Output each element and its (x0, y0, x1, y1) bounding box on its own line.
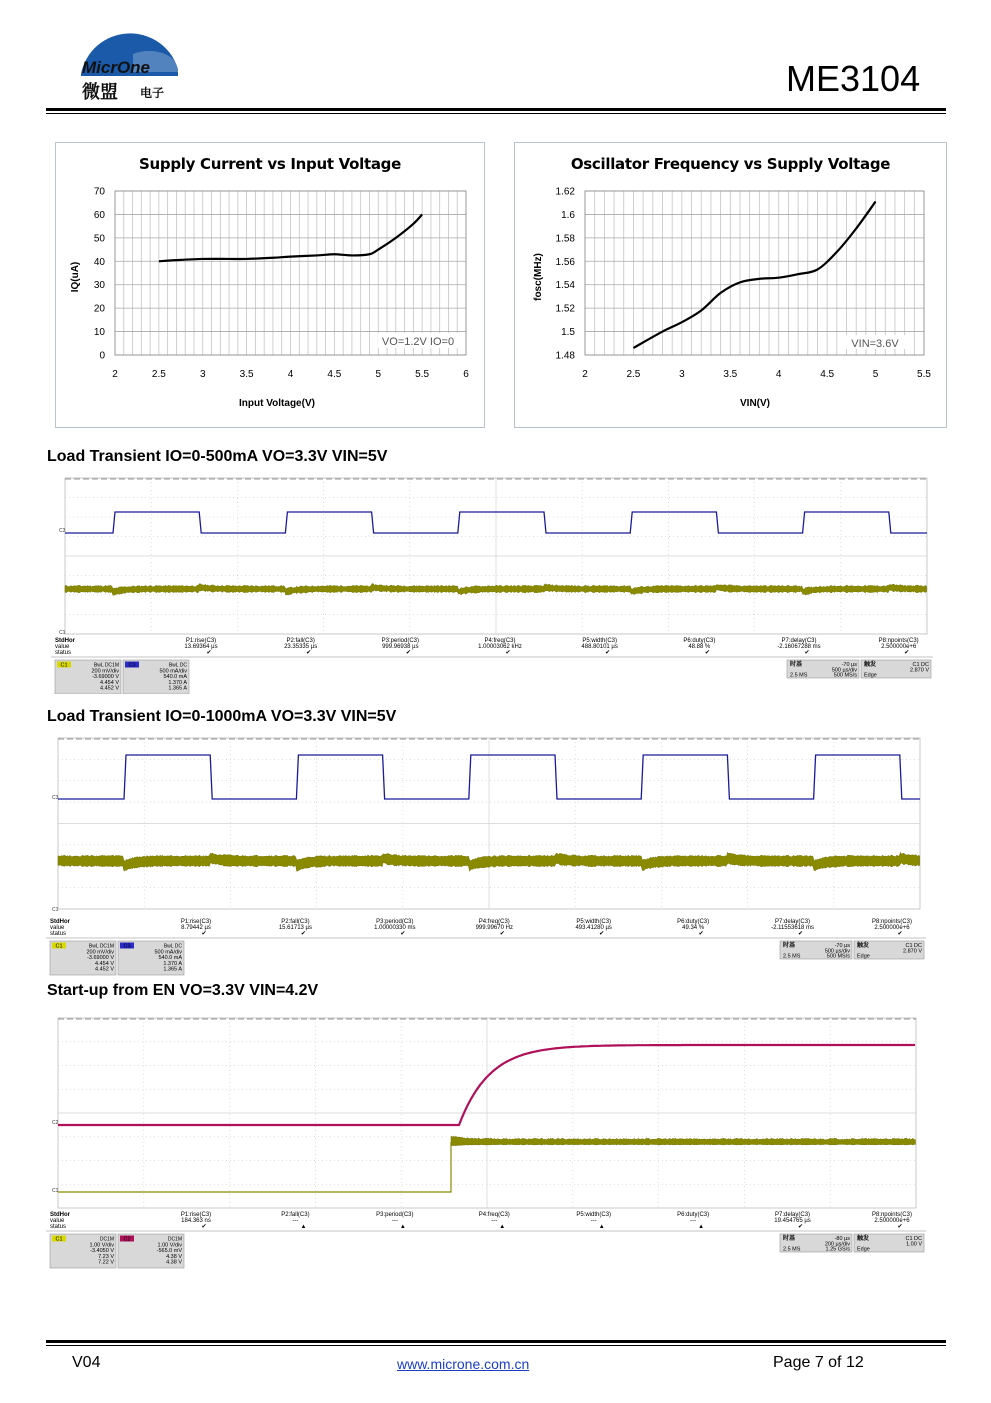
x-tick-label: 6 (463, 369, 469, 380)
channel-value: 1.00 V/div (89, 1242, 114, 1249)
channel-info-box (55, 660, 121, 694)
scope-grid (58, 1018, 916, 1208)
scope-screen (51, 472, 933, 694)
channel-value: -3.69000 V (87, 955, 114, 962)
channel-coupling: DC1M (99, 1236, 114, 1243)
x-tick-label: 3 (199, 369, 206, 380)
meas-name: P8:npoints(C3) (871, 1212, 912, 1218)
y-tick-label: 1.48 (555, 350, 575, 362)
meas-name: P3:period(C3) (376, 919, 414, 925)
channel-value: 200 mV/div (91, 668, 119, 675)
trigger-level: 2.870 V (903, 948, 922, 955)
part-number: ME3104 (786, 58, 921, 99)
channel-info-box (118, 1234, 184, 1268)
channel-value: 1.365 A (168, 685, 187, 692)
meas-name: P8:npoints(C3) (871, 919, 912, 925)
channel-value: 500 mA/div (154, 949, 182, 956)
meas-value: 184.363 ns (181, 1218, 211, 1224)
meas-value: 999.96938 µs (382, 644, 419, 650)
timebase-sample-rate: 500 MS/s (826, 953, 850, 960)
meas-value: 8.79442 µs (181, 925, 211, 931)
meas-status-icon: ✔ (804, 650, 810, 656)
chart-osc-frequency (514, 142, 947, 428)
meas-value: 1.00003062 kHz (478, 644, 522, 650)
meas-status-icon: ✔ (897, 1224, 903, 1230)
chart-supply-current (55, 142, 485, 428)
meas-value: 15.61713 µs (278, 925, 313, 931)
x-tick-label: 3.5 (239, 369, 254, 380)
series-line (633, 202, 875, 348)
meas-status-icon: ✔ (704, 650, 710, 656)
trigger-label: 触发 (857, 943, 870, 949)
meas-row-label: status (50, 931, 67, 937)
meas-name: P5:width(C3) (576, 1212, 612, 1218)
meas-status-icon: ✔ (405, 650, 411, 656)
scope-title-2: Load Transient IO=0-1000mA VO=3.3V VIN=5V (47, 708, 397, 725)
y-tick-label: 1.56 (555, 256, 575, 268)
company-logo (78, 14, 188, 102)
channel-value: 4.452 V (95, 966, 114, 973)
timebase-box (787, 660, 859, 679)
footer-page: Page 7 of 12 (773, 1354, 864, 1371)
channel-value: 500 mA/div (159, 668, 187, 675)
meas-name: P8:npoints(C3) (878, 638, 919, 644)
meas-value: 48.88 % (688, 644, 711, 650)
scope-title-3: Start-up from EN VO=3.3V VIN=4.2V (47, 982, 319, 999)
trace2-label: C1 (59, 630, 66, 636)
channel-info-box (118, 941, 184, 975)
meas-row-label: value (55, 644, 70, 650)
meas-name: P3:period(C3) (376, 1212, 414, 1218)
trace1-label: C3 (59, 528, 66, 534)
channel-value: -3.4050 V (90, 1248, 114, 1255)
meas-name: P6:duty(C3) (683, 638, 716, 644)
meas-value: 23.35335 µs (284, 644, 318, 650)
meas-value: 2.500000e+6 (881, 644, 917, 650)
x-tick-label: 4.5 (327, 369, 342, 380)
scope-screen (46, 733, 926, 979)
y-tick-label: 1.52 (555, 303, 575, 315)
timebase-delay: -80 µs (834, 1236, 850, 1242)
timebase-sample-rate: 1.25 GS/s (825, 1246, 850, 1253)
channel-label: C3 (123, 943, 131, 950)
meas-status-icon: ✔ (201, 931, 207, 937)
meas-name: P5:width(C3) (576, 919, 612, 925)
footer-version: V04 (72, 1354, 101, 1371)
meas-status-icon: ✔ (897, 931, 903, 937)
meas-status-icon: ▲ (598, 1224, 605, 1230)
x-tick-label: 5 (872, 369, 879, 380)
meas-value: --- (590, 1218, 597, 1224)
meas-status-icon: ▲ (698, 1224, 705, 1230)
x-tick-label: 4.5 (820, 369, 835, 380)
trigger-level: 1.00 V (906, 1241, 922, 1248)
y-tick-label: 1.5 (561, 327, 575, 339)
channel-info-box (123, 660, 189, 694)
channel-info-box (50, 941, 116, 975)
scope-screen (46, 1012, 926, 1280)
channel-value: 540.0 mA (158, 955, 182, 962)
channel-value: 1.370 A (163, 960, 182, 967)
trace1-label: C2 (52, 1120, 59, 1126)
meas-name: P7:delay(C3) (775, 919, 811, 925)
meas-status-icon: ✔ (904, 650, 910, 656)
meas-name: P6:duty(C3) (677, 919, 710, 925)
timebase-delay: -70 µs (834, 943, 850, 949)
channel-value: 4.454 V (95, 960, 114, 967)
y-tick-label: 1.6 (561, 209, 575, 221)
meas-status-icon: ✔ (306, 650, 312, 656)
meas-status-icon: ✔ (400, 931, 406, 937)
meas-status-icon: ✔ (206, 650, 212, 656)
measurement-table (46, 1212, 926, 1231)
logo-latin-text: MicrOne (82, 58, 151, 77)
channel-value: 7.22 V (98, 1259, 114, 1266)
meas-name: P1:rise(C3) (180, 1212, 212, 1218)
scope-title-1: Load Transient IO=0-500mA VO=3.3V VIN=5V (47, 448, 388, 465)
x-axis-label: Input Voltage(V) (239, 398, 315, 409)
measurement-table (46, 919, 926, 938)
trigger-channel: C1 DC (905, 1236, 922, 1242)
y-tick-label: 1.58 (555, 233, 575, 245)
timebase-rate: 500 µs/div (824, 948, 850, 955)
timebase-samples: 2.5 MS (783, 953, 801, 960)
meas-name: P3:period(C3) (381, 638, 420, 644)
chart-annotation: VO=1.2V IO=0 (381, 336, 455, 348)
trigger-level: 2.870 V (910, 667, 929, 674)
chart-plot (515, 143, 946, 427)
meas-row-label: value (50, 1218, 65, 1224)
logo-cn-sub: 电子 (140, 86, 165, 100)
x-tick-label: 3 (679, 369, 685, 380)
channel-value: 1.365 A (163, 966, 182, 973)
meas-row-label: value (50, 925, 65, 931)
channel-label: C1 (60, 662, 68, 669)
meas-value: 1.00000330 ms (374, 925, 416, 931)
timebase-rate: 500 µs/div (831, 667, 857, 674)
scope-capture-1 (51, 472, 933, 694)
scope-capture-3 (46, 1012, 926, 1280)
trace2-label: C1 (52, 1188, 59, 1194)
channel-coupling: BwL DC1M (93, 662, 119, 669)
trigger-box (854, 1234, 924, 1253)
trigger-mode: Edge (864, 672, 877, 679)
y-tick-label: 30 (93, 280, 105, 292)
meas-status-icon: ✔ (698, 931, 704, 937)
x-tick-label: 4 (287, 369, 294, 380)
y-tick-label: 60 (93, 209, 105, 221)
trigger-mode: Edge (857, 953, 870, 960)
meas-row-label: StdHor (50, 919, 70, 925)
trigger-mode: Edge (857, 1246, 870, 1253)
y-tick-label: 1.62 (555, 186, 575, 198)
meas-name: P1:rise(C3) (185, 638, 217, 644)
meas-status-icon: ✔ (605, 650, 611, 656)
x-tick-label: 2.5 (626, 369, 641, 380)
meas-name: P4:freq(C3) (484, 638, 516, 644)
meas-name: P2:fall(C3) (281, 919, 310, 925)
meas-value: --- (690, 1218, 697, 1224)
meas-value: -2.11553618 ms (771, 925, 815, 931)
channel-value: 4.38 V (166, 1259, 182, 1266)
y-tick-label: 70 (93, 186, 105, 198)
meas-value: 999.99670 Hz (475, 925, 513, 931)
timebase-samples: 2.5 MS (790, 672, 808, 679)
x-tick-label: 5 (375, 369, 382, 380)
y-tick-label: 20 (93, 303, 105, 315)
trace2-label: C1 (52, 907, 59, 913)
channel-coupling: DC1M (167, 1236, 182, 1243)
plot-frame (585, 191, 924, 355)
timebase-label: 时基 (783, 1236, 796, 1242)
meas-status-icon: ▲ (399, 1224, 406, 1230)
meas-value: 13.69364 µs (184, 644, 218, 650)
channel-label: C3 (128, 662, 136, 669)
meas-value: --- (391, 1218, 398, 1224)
meas-status-icon: ✔ (499, 931, 505, 937)
meas-value: -2.16067288 ms (777, 644, 821, 650)
meas-status-icon: ▲ (499, 1224, 506, 1230)
channel-value: 200 mV/div (86, 949, 114, 956)
trigger-channel: C1 DC (905, 943, 922, 949)
y-tick-label: 50 (93, 233, 105, 245)
channel-value: 4.38 V (166, 1253, 182, 1260)
timebase-rate: 200 µs/div (824, 1241, 850, 1248)
trace1-label: C3 (52, 795, 59, 801)
trigger-channel: C1 DC (912, 662, 929, 668)
x-axis-label: VIN(V) (740, 398, 770, 409)
header-rule (46, 108, 946, 111)
trigger-label: 触发 (857, 1236, 870, 1242)
y-axis-label: IQ(uA) (70, 261, 81, 293)
channel-value: -565.0 mV (156, 1248, 182, 1255)
y-tick-label: 10 (93, 327, 105, 339)
meas-status-icon: ✔ (505, 650, 511, 656)
logo-cn-main: 微盟 (82, 82, 118, 103)
meas-row-label: StdHor (55, 638, 75, 644)
trigger-label: 触发 (864, 662, 877, 668)
channel-value: 540.0 mA (163, 674, 187, 681)
chart-title: Oscillator Frequency vs Supply Voltage (570, 155, 891, 173)
meas-status-icon: ✔ (300, 931, 306, 937)
meas-value: 2.500000e+6 (874, 925, 910, 931)
y-tick-label: 40 (93, 256, 105, 268)
channel-coupling: BwL DC (168, 662, 187, 669)
meas-value: 19.454765 µs (774, 1218, 811, 1224)
timebase-box (780, 941, 852, 960)
channel-label: C1 (55, 943, 63, 950)
meas-value: --- (491, 1218, 498, 1224)
meas-name: P6:duty(C3) (677, 1212, 710, 1218)
meas-value: 493.41280 µs (575, 925, 612, 931)
footer-rule (46, 1340, 946, 1343)
x-tick-label: 5.5 (415, 369, 430, 380)
footer-url-link[interactable]: www.microne.com.cn (397, 1356, 530, 1372)
trigger-box (854, 941, 924, 960)
chart-annotation: VIN=3.6V (851, 338, 899, 350)
meas-name: P1:rise(C3) (180, 919, 212, 925)
meas-name: P7:delay(C3) (781, 638, 817, 644)
x-tick-label: 3.5 (723, 369, 738, 380)
x-tick-label: 2.5 (151, 369, 166, 380)
y-tick-label: 0 (99, 350, 105, 362)
meas-value: 2.500000e+6 (874, 1218, 910, 1224)
x-tick-label: 4 (775, 369, 782, 380)
channel-info-box (50, 1234, 116, 1268)
meas-status-icon: ✔ (798, 931, 804, 937)
meas-value: 488.80101 µs (581, 644, 618, 650)
x-tick-label: 2 (582, 369, 588, 380)
meas-status-icon: ✔ (798, 1224, 804, 1230)
meas-status-icon: ✔ (201, 1224, 207, 1230)
channel-value: 4.454 V (100, 679, 119, 686)
header-rule-thin (46, 113, 946, 114)
trigger-box (861, 660, 931, 679)
x-tick-label: 5.5 (917, 369, 931, 380)
channel-value: 7.23 V (98, 1253, 114, 1260)
meas-name: P2:fall(C3) (281, 1212, 310, 1218)
timebase-label: 时基 (783, 943, 796, 949)
y-tick-label: 1.54 (555, 280, 575, 292)
timebase-box (780, 1234, 852, 1253)
scope-grid (58, 738, 920, 909)
chart-title: Supply Current vs Input Voltage (139, 155, 401, 173)
chart-plot (56, 143, 484, 427)
meas-row-label: status (50, 1224, 67, 1230)
timebase-sample-rate: 500 MS/s (833, 672, 857, 679)
meas-status-icon: ▲ (300, 1224, 307, 1230)
timebase-samples: 2.5 MS (783, 1246, 801, 1253)
meas-name: P2:fall(C3) (286, 638, 315, 644)
meas-value: 49.34 % (682, 925, 705, 931)
meas-row-label: status (55, 650, 72, 656)
channel-value: 1.00 V/div (157, 1242, 182, 1249)
y-axis-label: fosc(MHz) (533, 253, 544, 301)
measurement-table (51, 638, 933, 657)
channel-label: C2 (123, 1236, 131, 1243)
scope-grid (65, 478, 927, 634)
channel-value: -3.69000 V (92, 674, 119, 681)
x-tick-label: 2 (112, 369, 118, 380)
footer-rule-thin (46, 1345, 946, 1346)
meas-name: P4:freq(C3) (478, 919, 510, 925)
meas-name: P5:width(C3) (582, 638, 618, 644)
channel-label: C1 (55, 1236, 63, 1243)
channel-value: 1.370 A (168, 679, 187, 686)
channel-value: 4.452 V (100, 685, 119, 692)
meas-value: --- (292, 1218, 299, 1224)
scope-capture-2 (46, 733, 926, 979)
channel-coupling: BwL DC (163, 943, 182, 950)
meas-name: P4:freq(C3) (478, 1212, 510, 1218)
meas-status-icon: ✔ (599, 931, 605, 937)
timebase-label: 时基 (790, 662, 803, 668)
timebase-delay: -70 µs (841, 662, 857, 668)
meas-name: P7:delay(C3) (775, 1212, 811, 1218)
meas-row-label: StdHor (50, 1212, 70, 1218)
channel-coupling: BwL DC1M (88, 943, 114, 950)
